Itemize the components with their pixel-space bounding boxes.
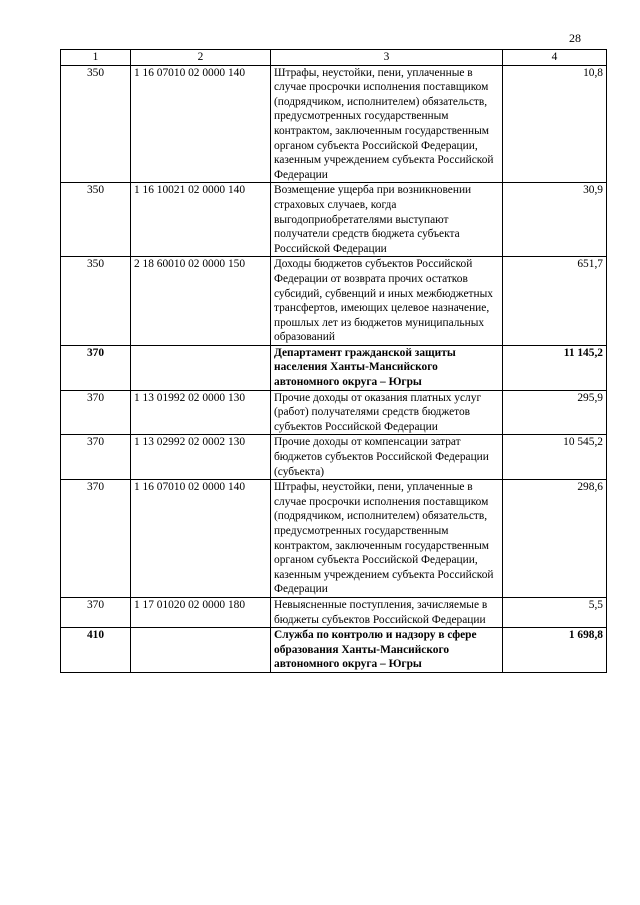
budget-code-cell: 1 17 01020 02 0000 180 [131,597,271,627]
admin-code-cell: 350 [61,257,131,346]
admin-code-cell: 370 [61,390,131,435]
income-name-cell: Департамент гражданской защиты населения Ханты-Мансийского автономного округа – Югры [271,345,503,390]
amount-cell: 11 145,2 [503,345,607,390]
income-name-cell: Штрафы, неустойки, пени, уплаченные в случае просрочки исполнения поставщиком (подрядчиком, исполнителем) обязательств, предусмотренных государственным контрактом, заключенным государственным органом субъекта Российской Федерации, казенным учреждением субъекта Российской Федерации [271,65,503,183]
budget-code-cell: 1 16 07010 02 0000 140 [131,480,271,598]
column-header: 4 [503,50,607,66]
admin-code-cell: 410 [61,628,131,673]
admin-code-cell: 350 [61,183,131,257]
table-row [61,65,607,183]
column-header: 1 [61,50,131,66]
admin-code-cell: 370 [61,480,131,598]
income-name-cell: Прочие доходы от оказания платных услуг (работ) получателями средств бюджетов субъектов Российской Федерации [271,390,503,435]
admin-code-cell: 370 [61,597,131,627]
column-header: 2 [131,50,271,66]
table-row [61,480,607,598]
page-number: 28 [569,31,581,45]
budget-code-cell: 1 16 07010 02 0000 140 [131,65,271,183]
amount-cell: 10 545,2 [503,435,607,480]
amount-cell: 5,5 [503,597,607,627]
budget-code-cell: 1 13 01992 02 0000 130 [131,390,271,435]
table-row [61,257,607,346]
income-name-cell: Доходы бюджетов субъектов Российской Федерации от возврата прочих остатков субсидий, субвенций и иных межбюджетных трансфертов, имеющих целевое назначение, прошлых лет из бюджетов муниципальных образований [271,257,503,346]
budget-code-cell: 2 18 60010 02 0000 150 [131,257,271,346]
amount-cell: 30,9 [503,183,607,257]
table-row [61,390,607,435]
amount-cell: 1 698,8 [503,628,607,673]
admin-code-cell: 370 [61,435,131,480]
amount-cell: 10,8 [503,65,607,183]
column-header: 3 [271,50,503,66]
income-name-cell: Невыясненные поступления, зачисляемые в бюджеты субъектов Российской Федерации [271,597,503,627]
budget-code-cell [131,628,271,673]
budget-code-cell: 1 16 10021 02 0000 140 [131,183,271,257]
income-name-cell: Служба по контролю и надзору в сфере образования Ханты-Мансийского автономного округа – Югры [271,628,503,673]
budget-table-body [61,50,607,673]
budget-code-cell: 1 13 02992 02 0002 130 [131,435,271,480]
income-name-cell: Штрафы, неустойки, пени, уплаченные в случае просрочки исполнения поставщиком (подрядчиком, исполнителем) обязательств, предусмотренных государственным контрактом, заключенным государственным органом субъекта Российской Федерации, казенным учреждением субъекта Российской Федерации [271,480,503,598]
budget-code-cell [131,345,271,390]
admin-code-cell: 370 [61,345,131,390]
table-row [61,345,607,390]
income-name-cell: Возмещение ущерба при возникновении страховых случаев, когда выгодоприобретателями выступают получатели средств бюджета субъекта Российской Федерации [271,183,503,257]
amount-cell: 295,9 [503,390,607,435]
budget-table [60,49,607,673]
table-row [61,183,607,257]
amount-cell: 651,7 [503,257,607,346]
admin-code-cell: 350 [61,65,131,183]
income-name-cell: Прочие доходы от компенсации затрат бюджетов субъектов Российской Федерации (субъекта) [271,435,503,480]
table-row [61,597,607,627]
table-row [61,628,607,673]
amount-cell: 298,6 [503,480,607,598]
table-header-row [61,50,607,66]
table-row [61,435,607,480]
